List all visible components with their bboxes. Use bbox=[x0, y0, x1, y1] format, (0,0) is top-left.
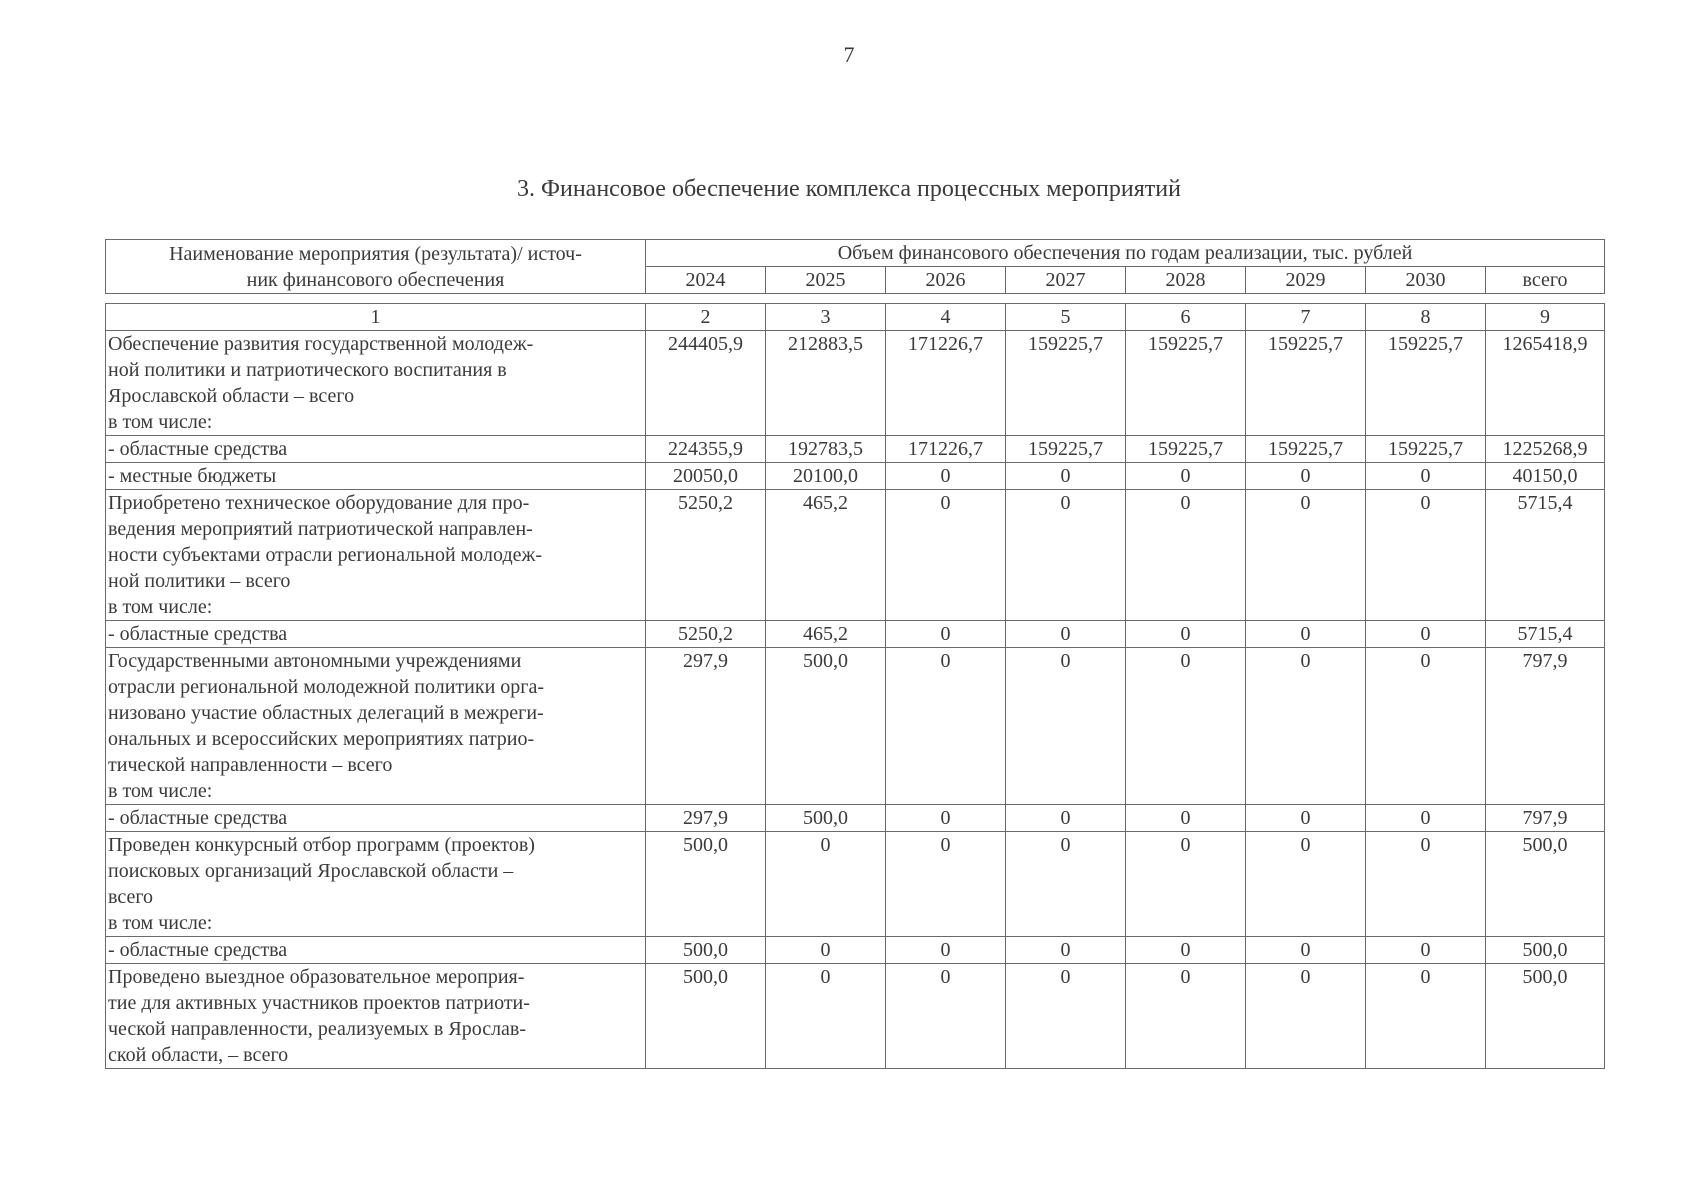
row-name-line: ческой направленности, реализуемых в Ярослав- bbox=[108, 1018, 527, 1040]
row-value-cell: 500,0 bbox=[646, 832, 766, 937]
row-value-cell: 465,2 bbox=[766, 621, 886, 648]
row-name-cell bbox=[106, 463, 646, 490]
row-value-cell: 20050,0 bbox=[646, 463, 766, 490]
table-header bbox=[105, 239, 1605, 294]
row-value-cell: 0 bbox=[886, 964, 1006, 1069]
row-value-cell: 0 bbox=[1126, 490, 1246, 621]
row-name-line: ской области, – всего bbox=[108, 1044, 289, 1066]
row-value-cell: 0 bbox=[1366, 937, 1486, 964]
row-value-cell: 159225,7 bbox=[1366, 436, 1486, 463]
row-value-cell: 0 bbox=[1246, 805, 1366, 832]
row-value-cell: 0 bbox=[1006, 832, 1126, 937]
row-value-cell: 0 bbox=[766, 964, 886, 1069]
header-total: всего bbox=[1486, 267, 1605, 294]
row-value-cell: 192783,5 bbox=[766, 436, 886, 463]
row-value-cell: 0 bbox=[1246, 621, 1366, 648]
row-value-cell: 465,2 bbox=[766, 490, 886, 621]
row-name-line: - областные средства bbox=[108, 438, 288, 460]
row-name-line: всего bbox=[108, 886, 154, 908]
header-year: 2026 bbox=[886, 267, 1006, 294]
row-value-cell: 244405,9 bbox=[646, 331, 766, 436]
header-year: 2027 bbox=[1006, 267, 1126, 294]
row-value-cell: 0 bbox=[1006, 621, 1126, 648]
row-name-line: в том числе: bbox=[108, 411, 213, 433]
column-number: 2 bbox=[646, 304, 766, 331]
row-value-cell: 5250,2 bbox=[646, 490, 766, 621]
row-value-cell: 0 bbox=[1006, 805, 1126, 832]
header-year: 2029 bbox=[1246, 267, 1366, 294]
column-number: 9 bbox=[1486, 304, 1605, 331]
row-value-cell: 0 bbox=[1366, 832, 1486, 937]
row-value-cell: 0 bbox=[1126, 805, 1246, 832]
row-value-cell: 0 bbox=[886, 621, 1006, 648]
table-row bbox=[106, 331, 1605, 436]
column-number: 7 bbox=[1246, 304, 1366, 331]
row-name-cell bbox=[106, 648, 646, 805]
row-value-cell: 0 bbox=[1366, 648, 1486, 805]
row-name-line: Проведено выездное образовательное мероприя- bbox=[108, 966, 525, 988]
row-value-cell: 0 bbox=[886, 463, 1006, 490]
table-row bbox=[106, 805, 1605, 832]
row-value-cell: 0 bbox=[766, 937, 886, 964]
row-name-cell bbox=[106, 937, 646, 964]
row-name-line: ности субъектами отрасли региональной молодеж- bbox=[108, 544, 542, 566]
row-value-cell: 224355,9 bbox=[646, 436, 766, 463]
header-year: 2028 bbox=[1126, 267, 1246, 294]
row-total-cell: 500,0 bbox=[1486, 937, 1605, 964]
row-value-cell: 159225,7 bbox=[1126, 436, 1246, 463]
header-year: 2030 bbox=[1366, 267, 1486, 294]
row-name-line: Обеспечение развития государственной молодеж- bbox=[108, 333, 534, 355]
row-value-cell: 297,9 bbox=[646, 648, 766, 805]
row-name-line: - областные средства bbox=[108, 807, 288, 829]
row-total-cell: 5715,4 bbox=[1486, 621, 1605, 648]
row-name-line: Приобретено техническое оборудование для про- bbox=[108, 492, 530, 514]
row-name-line: - областные средства bbox=[108, 623, 288, 645]
row-value-cell: 0 bbox=[1126, 463, 1246, 490]
column-number: 4 bbox=[886, 304, 1006, 331]
row-total-cell: 5715,4 bbox=[1486, 490, 1605, 621]
row-name-line: ной политики – всего bbox=[108, 570, 291, 592]
section-title: 3. Финансовое обеспечение комплекса процессных мероприятий bbox=[517, 176, 1181, 202]
row-name-line: ональных и всероссийских мероприятиях патрио- bbox=[108, 728, 535, 750]
row-value-cell: 500,0 bbox=[766, 648, 886, 805]
table-row bbox=[106, 832, 1605, 937]
header-volume-label: Объем финансового обеспечения по годам реализации, тыс. рублей bbox=[646, 240, 1605, 267]
row-name-line: в том числе: bbox=[108, 780, 213, 802]
row-value-cell: 0 bbox=[1366, 490, 1486, 621]
row-name-line: Проведен конкурсный отбор программ (проектов) bbox=[108, 834, 535, 856]
row-value-cell: 0 bbox=[1246, 937, 1366, 964]
row-total-cell: 500,0 bbox=[1486, 964, 1605, 1069]
row-value-cell: 0 bbox=[1246, 463, 1366, 490]
column-number: 3 bbox=[766, 304, 886, 331]
row-value-cell: 500,0 bbox=[646, 937, 766, 964]
row-total-cell: 1265418,9 bbox=[1486, 331, 1605, 436]
row-name-line: ведения мероприятий патриотической направлен- bbox=[108, 518, 533, 540]
column-number: 1 bbox=[106, 304, 646, 331]
row-name-line: в том числе: bbox=[108, 596, 213, 618]
row-value-cell: 0 bbox=[1366, 621, 1486, 648]
row-total-cell: 40150,0 bbox=[1486, 463, 1605, 490]
row-value-cell: 159225,7 bbox=[1006, 436, 1126, 463]
row-value-cell: 20100,0 bbox=[766, 463, 886, 490]
row-value-cell: 171226,7 bbox=[886, 331, 1006, 436]
financing-table bbox=[105, 303, 1605, 1069]
row-total-cell: 797,9 bbox=[1486, 648, 1605, 805]
row-value-cell: 159225,7 bbox=[1246, 436, 1366, 463]
row-value-cell: 0 bbox=[1006, 937, 1126, 964]
table-row bbox=[106, 490, 1605, 621]
row-name-cell bbox=[106, 436, 646, 463]
table-row bbox=[106, 621, 1605, 648]
row-name-line: Государственными автономными учреждениями bbox=[108, 650, 522, 672]
row-name-line: тие для активных участников проектов патриоти- bbox=[108, 992, 530, 1014]
row-name-line: тической направленности – всего bbox=[108, 754, 393, 776]
row-value-cell: 0 bbox=[1006, 964, 1126, 1069]
row-value-cell: 0 bbox=[1246, 964, 1366, 1069]
row-value-cell: 212883,5 bbox=[766, 331, 886, 436]
row-name-cell bbox=[106, 490, 646, 621]
header-year: 2025 bbox=[766, 267, 886, 294]
header-year: 2024 bbox=[646, 267, 766, 294]
page-number: 7 bbox=[843, 42, 855, 67]
table-row bbox=[106, 964, 1605, 1069]
row-name-cell bbox=[106, 805, 646, 832]
column-number: 5 bbox=[1006, 304, 1126, 331]
row-value-cell: 0 bbox=[1126, 832, 1246, 937]
row-value-cell: 0 bbox=[1006, 463, 1126, 490]
column-number: 8 bbox=[1366, 304, 1486, 331]
row-name-line: отрасли региональной молодежной политики орга- bbox=[108, 676, 545, 698]
row-value-cell: 0 bbox=[886, 937, 1006, 964]
row-value-cell: 159225,7 bbox=[1366, 331, 1486, 436]
row-value-cell: 0 bbox=[886, 648, 1006, 805]
row-value-cell: 0 bbox=[1246, 648, 1366, 805]
row-value-cell: 0 bbox=[1126, 937, 1246, 964]
row-value-cell: 0 bbox=[766, 832, 886, 937]
row-value-cell: 0 bbox=[1126, 648, 1246, 805]
row-value-cell: 297,9 bbox=[646, 805, 766, 832]
row-value-cell: 0 bbox=[1246, 490, 1366, 621]
row-name-line: в том числе: bbox=[108, 912, 213, 934]
row-value-cell: 0 bbox=[1366, 805, 1486, 832]
row-value-cell: 0 bbox=[886, 832, 1006, 937]
table-row bbox=[106, 648, 1605, 805]
row-value-cell: 171226,7 bbox=[886, 436, 1006, 463]
row-value-cell: 0 bbox=[1366, 463, 1486, 490]
header-name-line: Наименование мероприятия (результата)/ источ- bbox=[169, 242, 582, 265]
row-value-cell: 0 bbox=[886, 490, 1006, 621]
row-value-cell: 500,0 bbox=[646, 964, 766, 1069]
row-name-line: - местные бюджеты bbox=[108, 465, 277, 487]
column-number-row bbox=[106, 304, 1605, 331]
row-value-cell: 5250,2 bbox=[646, 621, 766, 648]
row-name-cell bbox=[106, 331, 646, 436]
row-name-cell bbox=[106, 832, 646, 937]
column-number: 6 bbox=[1126, 304, 1246, 331]
row-value-cell: 0 bbox=[1126, 621, 1246, 648]
row-value-cell: 0 bbox=[1006, 490, 1126, 621]
row-value-cell: 0 bbox=[886, 805, 1006, 832]
row-name-cell bbox=[106, 621, 646, 648]
row-value-cell: 0 bbox=[1366, 964, 1486, 1069]
row-value-cell: 159225,7 bbox=[1006, 331, 1126, 436]
row-total-cell: 1225268,9 bbox=[1486, 436, 1605, 463]
row-name-line: - областные средства bbox=[108, 939, 288, 961]
row-value-cell: 500,0 bbox=[766, 805, 886, 832]
row-value-cell: 0 bbox=[1246, 832, 1366, 937]
header-name-line: ник финансового обеспечения bbox=[246, 268, 505, 291]
table-row bbox=[106, 463, 1605, 490]
header-name-cell bbox=[106, 240, 646, 294]
row-value-cell: 0 bbox=[1006, 648, 1126, 805]
row-name-cell bbox=[106, 964, 646, 1069]
row-value-cell: 0 bbox=[1126, 964, 1246, 1069]
table-row bbox=[106, 436, 1605, 463]
row-name-line: поисковых организаций Ярославской области – bbox=[108, 860, 514, 882]
row-name-line: ной политики и патриотического воспитания в bbox=[108, 359, 507, 381]
row-total-cell: 500,0 bbox=[1486, 832, 1605, 937]
row-name-line: низовано участие областных делегаций в межреги- bbox=[108, 702, 544, 724]
row-name-line: Ярославской области – всего bbox=[108, 385, 355, 407]
row-value-cell: 159225,7 bbox=[1126, 331, 1246, 436]
row-value-cell: 159225,7 bbox=[1246, 331, 1366, 436]
table-row bbox=[106, 937, 1605, 964]
row-total-cell: 797,9 bbox=[1486, 805, 1605, 832]
